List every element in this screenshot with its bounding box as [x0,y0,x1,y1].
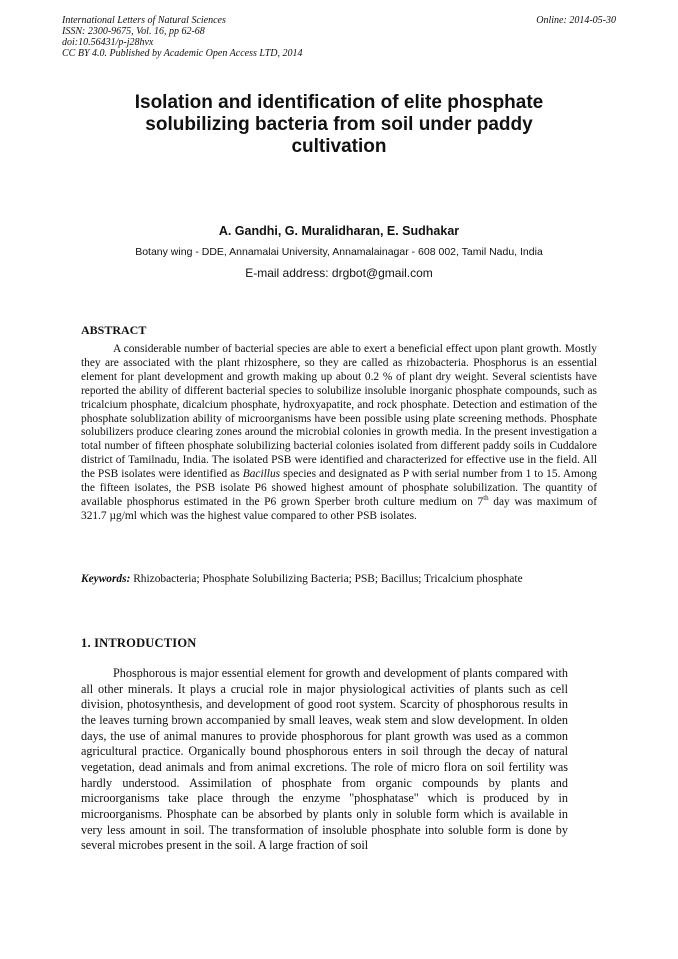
email-address: E-mail address: drgbot@gmail.com [245,266,433,280]
abstract-genus: Bacillus [242,468,281,481]
license-line: CC BY 4.0. Published by Academic Open Access LTD, 2014 [62,48,303,59]
issn-line: ISSN: 2300-9675, Vol. 16, pp 62-68 [62,26,205,37]
abstract-text [81,343,597,524]
introduction-heading: 1. INTRODUCTION [81,636,197,650]
introduction-text: Phosphorous is major essential element for growth and development of plants compared with all other minerals. It plays a crucial role in major physiological activities of plants such as cell division, photosynthesis, and development of good root system. Scarcity of phosphorous results in the leaves turning brown accompanied by small leaves, weak stem and slow development. In olden days, the use of animal manures to provide phosphorous for plant growth was used as a common agricultural practice. Organically bound phosphorous enters in soil through the decay of natural vegetation, dead animals and from animal excretions. The role of micro flora on soil fertility was hardly understood. Assimilation of phosphate from organic compounds by plants and microorganisms take place through the enzyme "phosphatase" which is produced by in microorganisms. Phosphate can be absorbed by plants only in soluble form which is available in very less amount in soil. The transformation of insoluble phosphate into soluble form is done by several microbes present in the soil. A large fraction of soil [81,666,568,853]
keywords [81,573,597,585]
paper-title: Isolation and identification of elite phosphate solubilizing bacteria from soil under paddy cultivation [134,92,544,157]
abstract-text-part-1: A considerable number of bacterial species are able to exert a beneficial effect upon plant growth. Mostly they are associated with the plant rhizosphere, so they are called as rhizobacteria. Phosphorus is an essential element for plant development and growth making up about 0.2 % of plant dry weight. Several scientists have reported the ability of different bacterial species to solubilize insoluble inorganic phosphate compounds, such as tricalcium phosphate, dicalcium phosphate, hydroxyapatite, and rock phosphate. Detection and estimation of the phosphate solublization ability of microorganisms have been possible using plate screening methods. Phosphate solubilizers produce clearing zones around the microbial colonies in growth media. In the present investigation a total number of fifteen phosphate solubilizing bacterial colonies isolated from different paddy soils in Cuddalore district of Tamilnadu, India. The isolated PSB were identified and characterized for effective use in the field. All the PSB isolates were identified as [81,343,597,481]
doi-line: doi:10.56431/p-j28hvx [62,37,154,48]
abstract-text-part-2: species and designated as P with serial number from 1 to 15. Among the fifteen isolates, the PSB isolate P6 showed highest amount of phosphate solubilization. The quantity of available phosphorus estimated in the P6 grown Sperber broth culture medium on 7 [81,468,597,508]
keywords-text: Rhizobacteria; Phosphate Solubilizing Bacteria; PSB; Bacillus; Tricalcium phosphate [130,573,523,585]
abstract-text-part-3: day was maximum of 321.7 µg/ml which was the highest value compared to other PSB isolates. [81,495,597,522]
journal-header [62,15,303,59]
online-date: Online: 2014-05-30 [536,15,616,26]
journal-name: International Letters of Natural Sciences [62,15,226,26]
keywords-label: Keywords: [81,573,131,585]
authors: A. Gandhi, G. Muralidharan, E. Sudhakar [218,224,460,238]
affiliation: Botany wing - DDE, Annamalai University, Annamalainagar - 608 002, Tamil Nadu, India [135,246,543,258]
abstract-superscript: th [483,494,489,503]
abstract-heading: ABSTRACT [81,323,147,337]
